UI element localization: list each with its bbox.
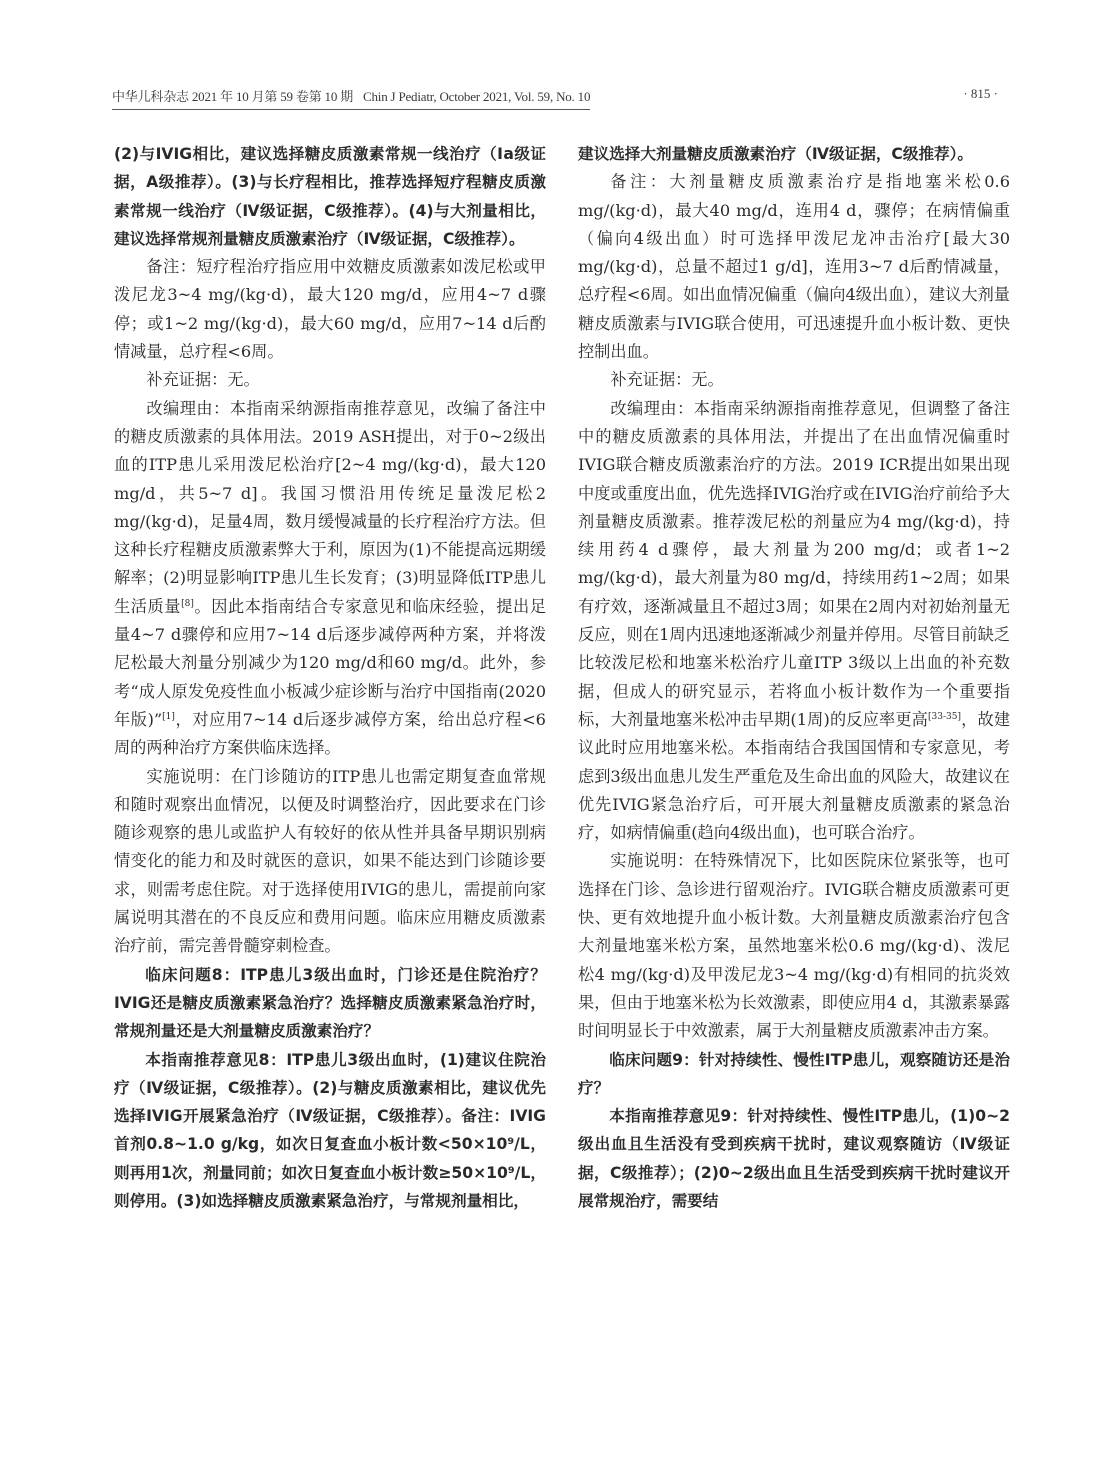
adaptation-rationale: 改编理由：本指南采纳源指南推荐意见，改编了备注中的糖皮质激素的具体用法。2019 ASH提出，对于0~2级出血的ITP患儿采用泼尼松治疗[2~4 mg/(kg·d)，最大120 mg/d，共5~7 d]。我国习惯沿用传统足量泼尼松2 mg/(kg·d)，足量4周，数月缓慢减量的长疗程治疗方法。但这种长疗程糖皮质激素弊大于利，原因为(1)不能提高远期缓解率；(2)明显影响ITP患儿生长发育；(3)明显降低ITP患儿生活质量[8]。因此本指南结合专家意见和临床经验，提出足量4~7 d骤停和应用7~14 d后逐步减停两种方案，并将泼尼松最大剂量分别减少为120 mg/d和60 mg/d。此外，参考“成人原发免疫性血小板减少症诊断与治疗中国指南(2020年版)”[1]，对应用7~14 d后逐步减停方案，给出总疗程<6周的两种治疗方案供临床选择。 (114, 398, 547, 758)
journal-name-cn: 中华儿科杂志 2021 年 10 月第 59 卷第 10 期 (112, 89, 354, 104)
recommendation-9: 本指南推荐意见9：针对持续性、慢性ITP患儿，(1)0~2级出血且生活没有受到疾病干扰时，建议观察随访（Ⅳ级证据，C级推荐）；(2)0~2级出血且生活受到疾病干扰时建议开展常规治疗，需要结 (578, 1107, 1010, 1210)
journal-name-en: Chin J Pediatr, October 2021, Vol. 59, No. 10 (363, 89, 591, 104)
implementation-notes: 实施说明：在特殊情况下，比如医院床位紧张等，也可选择在门诊、急诊进行留观治疗。IVIG联合糖皮质激素可更快、更有效地提升血小板计数。大剂量糖皮质激素治疗包含大剂量地塞米松方案，虽然地塞米松0.6 mg/(kg·d)、泼尼松4 mg/(kg·d)及甲泼尼龙3~4 mg/(kg·d)有相同的抗炎效果，但由于地塞米松为长效激素，即使应用4 d，其激素暴露时间明显长于中效激素，属于大剂量糖皮质激素冲击方案。 (578, 851, 1010, 1041)
citation-ref: [1] (162, 711, 175, 722)
clinical-question-9: 临床问题9：针对持续性、慢性ITP患儿，观察随访还是治疗？ (578, 1050, 1010, 1097)
running-header (112, 86, 998, 110)
journal-citation (112, 86, 590, 110)
citation-ref: [8] (181, 598, 194, 609)
recommendation-8: 本指南推荐意见8：ITP患儿3级出血时，(1)建议住院治疗（Ⅳ级证据，C级推荐）。(2)与糖皮质激素相比，建议优先选择IVIG开展紧急治疗（Ⅳ级证据，C级推荐）。备注：IVIG首剂0.8~1.0 g/kg，如次日复查血小板计数<50×10⁹/L，则再用1次，剂量同前；如次日复查血小板计数≥50×10⁹/L，则停用。(3)如选择糖皮质激素紧急治疗，与常规剂量相比， (114, 1050, 546, 1210)
clinical-question-8: 临床问题8：ITP患儿3级出血时，门诊还是住院治疗？IVIG还是糖皮质激素紧急治疗？选择糖皮质激素紧急治疗时，常规剂量还是大剂量糖皮质激素治疗？ (114, 965, 546, 1041)
note-paragraph: 备注：短疗程治疗指应用中效糖皮质激素如泼尼松或甲泼尼龙3~4 mg/(kg·d)，最大120 mg/d，应用4~7 d骤停；或1~2 mg/(kg·d)，最大60 mg/d，应用7~14 d后酌情减量，总疗程<6周。 (114, 257, 546, 362)
left-column (114, 140, 546, 1215)
page-number: · 815 · (963, 86, 998, 101)
supplementary-evidence: 补充证据：无。 (146, 370, 260, 390)
citation-ref: [33-35] (928, 711, 961, 722)
note-paragraph: 备注：大剂量糖皮质激素治疗是指地塞米松0.6 mg/(kg·d)，最大40 mg/d，连用4 d，骤停；在病情偏重（偏向4级出血）时可选择甲泼尼龙冲击治疗[最大30 mg/(kg·d)，总量不超过1 g/d]，连用3~7 d后酌情减量，总疗程<6周。如出血情况偏重（偏向4级出血），建议大剂量糖皮质激素与IVIG联合使用，可迅速提升血小板计数、更快控制出血。 (578, 172, 1010, 362)
supplementary-evidence: 补充证据：无。 (610, 370, 724, 390)
recommendation-8-continued: 建议选择大剂量糖皮质激素治疗（Ⅳ级证据，C级推荐）。 (578, 145, 974, 163)
adaptation-rationale: 改编理由：本指南采纳源指南推荐意见，但调整了备注中的糖皮质激素的具体用法，并提出了在出血情况偏重时IVIG联合糖皮质激素治疗的方法。2019 ICR提出如果出现中度或重度出血，优先选择IVIG治疗或在IVIG治疗前给予大剂量糖皮质激素。推荐泼尼松的剂量应为4 mg/(kg·d)，持续用药4 d骤停，最大剂量为200 mg/d；或者1~2 mg/(kg·d)，最大剂量为80 mg/d，持续用药1~2周；如果有疗效，逐渐减量且不超过3周；如果在2周内对初始剂量无反应，则在1周内迅速地逐渐减少剂量并停用。尽管目前缺乏比较泼尼松和地塞米松治疗儿童ITP 3级以上出血的补充数据，但成人的研究显示，若将血小板计数作为一个重要指标，大剂量地塞米松冲击早期(1周)的反应率更高[33-35]，故建议此时应用地塞米松。本指南结合我国国情和专家意见，考虑到3级出血患儿发生严重危及生命出血的风险大，故建议在优先IVIG紧急治疗后，可开展大剂量糖皮质激素的紧急治疗，如病情偏重(趋向4级出血)，也可联合治疗。 (578, 398, 1011, 843)
implementation-notes: 实施说明：在门诊随访的ITP患儿也需定期复查血常规和随时观察出血情况，以便及时调整治疗，因此要求在门诊随诊观察的患儿或监护人有较好的依从性并具备早期识别病情变化的能力和及时就医的意识，如果不能达到门诊随诊要求，则需考虑住院。对于选择使用IVIG的患儿，需提前向家属说明其潜在的不良反应和费用问题。临床应用糖皮质激素治疗前，需完善骨髓穿刺检查。 (114, 766, 546, 956)
right-column (578, 140, 1010, 1215)
recommendation-7-continued: (2)与IVIG相比，建议选择糖皮质激素常规一线治疗（Ⅰa级证据，A级推荐）。(3)与长疗程相比，推荐选择短疗程糖皮质激素常规一线治疗（Ⅳ级证据，C级推荐）。(4)与大剂量相比，建议选择常规剂量糖皮质激素治疗（Ⅳ级证据，C级推荐）。 (114, 145, 546, 248)
